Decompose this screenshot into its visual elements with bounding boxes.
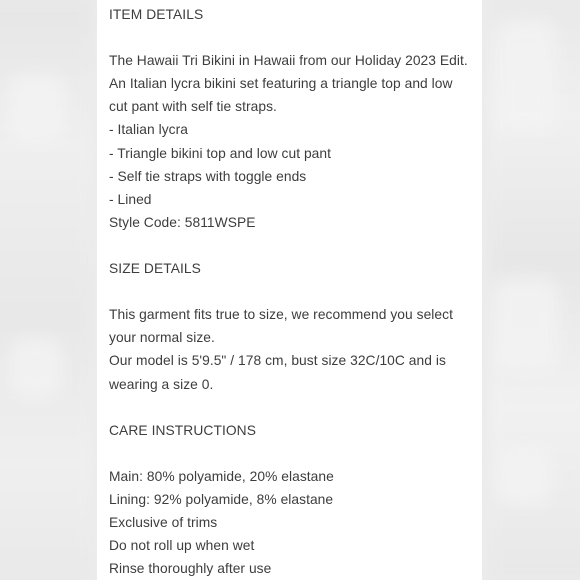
item-details-heading: ITEM DETAILS [109,7,204,22]
item-bullet-lined: - Lined [109,191,152,207]
blurred-highlight-left-top [8,74,66,142]
care-rinse-after-use: Rinse thoroughly after use [109,561,272,577]
care-exclusive-of-trims: Exclusive of trims [109,515,218,531]
blurred-highlight-right-low [497,447,551,505]
size-details-line-3: Our model is 5'9.5" / 178 cm, bust size 32C/10C and is [109,353,446,369]
details-panel [97,0,482,580]
style-code: Style Code: 5811WSPE [109,214,256,230]
care-main-fabric: Main: 80% polyamide, 20% elastane [109,468,334,484]
item-description-line-1: The Hawaii Tri Bikini in Hawaii from our Holiday 2023 Edit. [109,53,468,69]
details-content [109,3,472,580]
item-bullet-triangle-top: - Triangle bikini top and low cut pant [109,145,332,161]
section-spacer [109,234,472,257]
size-details-line-1: This garment fits true to size, we recommend you select [109,307,453,323]
item-bullet-self-tie-straps: - Self tie straps with toggle ends [109,168,307,184]
blurred-highlight-right-top [496,20,556,130]
section-spacer [109,442,472,465]
item-description-line-2: An Italian lycra bikini set featuring a triangle top and low [109,76,453,92]
care-do-not-roll-up: Do not roll up when wet [109,538,255,554]
size-details-line-2: your normal size. [109,330,215,346]
section-spacer [109,26,472,49]
section-spacer [109,280,472,303]
item-bullet-italian-lycra: - Italian lycra [109,122,188,138]
care-instructions-heading: CARE INSTRUCTIONS [109,422,257,438]
section-spacer [109,396,472,419]
size-details-heading: SIZE DETAILS [109,261,201,277]
care-lining-fabric: Lining: 92% polyamide, 8% elastane [109,491,334,507]
blurred-highlight-left-mid [10,338,62,398]
size-details-line-4: wearing a size 0. [109,376,214,392]
blurred-highlight-right-mid [494,278,558,370]
item-description-line-3: cut pant with self tie straps. [109,99,277,115]
